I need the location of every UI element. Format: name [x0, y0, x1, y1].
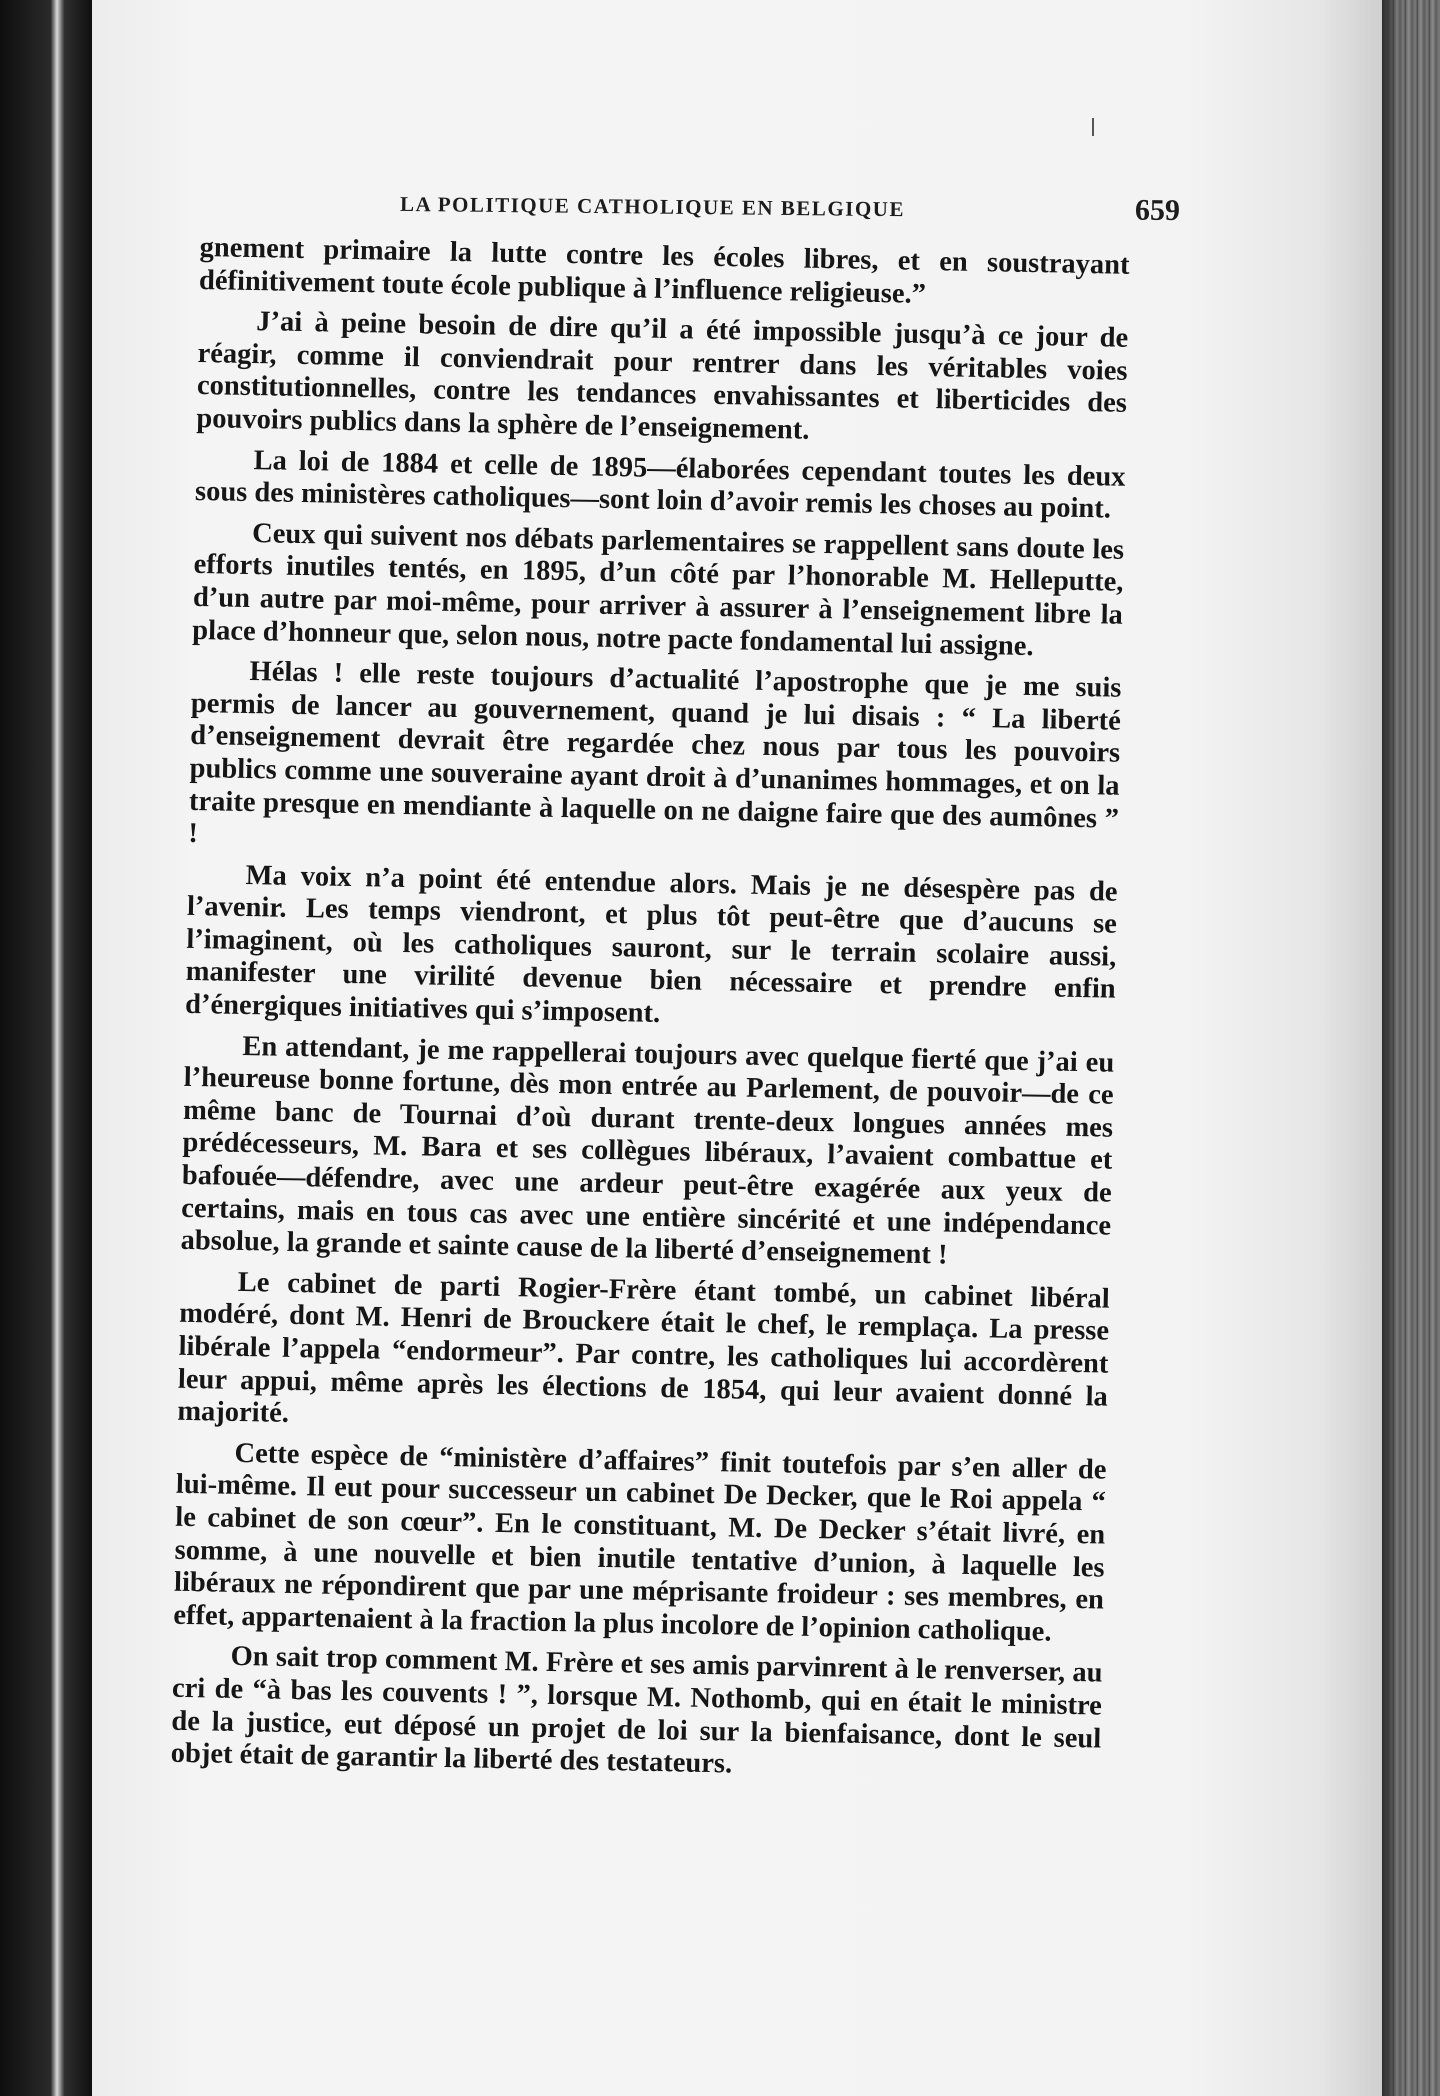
- page-number: 659: [1134, 193, 1181, 228]
- paragraph: Le cabinet de parti Rogier-Frère étant tombé, un cabinet libéral modéré, dont M. Henri de Brouckere était le chef, le remplaça. La presse libérale l’appela “endormeur”. Par contre, les catholiques lui accordèrent leur appui, même après les élections de 1854, qui leur avaient donné la majorité.: [177, 1266, 1110, 1430]
- page-edge-stack: [1382, 0, 1440, 2096]
- paragraph: La loi de 1884 et celle de 1895—élaborées cependant toutes les deux sous des ministères catholiques—sont loin d’avoir remis les choses au point.: [194, 444, 1126, 525]
- paragraph: On sait trop comment M. Frère et ses amis parvinrent à le renverser, au cri de “à bas les couvents ! ”, lorsque M. Nothomb, qui en était le ministre de la justice, eut déposé un projet de loi sur la bienfaisance, dont le seul objet était de garantir la liberté des testateurs.: [170, 1641, 1103, 1780]
- paragraph: Cette espèce de “ministère d’affaires” finit toutefois par s’en aller de lui-même. Il eut pour successeur un cabinet De Decker, que le Roi appela “ le cabinet de son cœur”. En le constituant, M. De Decker s’était livré, en somme, à une nouvelle et bien inutile tentative d’union, à laquelle les libéraux ne répondirent que par une méprisante froideur : ses membres, en effet, appartenaient à la fraction la plus incolore de l’opinion catholique.: [173, 1437, 1107, 1648]
- page-header: [400, 186, 1180, 234]
- paragraph: Hélas ! elle reste toujours d’actualité l’apostrophe que je me suis permis de lancer au gouvernement, quand je lui disais : “ La liberté d’enseignement devrait être regardée chez nous par tous les pouvoirs publics comme une souveraine ayant droit à d’unanimes hommages, et on la traite presque en mendiante à laquelle on ne daigne faire que des aumônes ” !: [188, 656, 1122, 850]
- paragraph: En attendant, je me rappellerai toujours avec quelque fierté que j’ai eu l’heureuse bonne fortune, dès mon entrée au Parlement, de pouvoir—de ce même banc de Tournai d’où durant trente-deux longues années mes prédécesseurs, M. Bara et ses collègues libéraux, l’avaient combattue et bafouée—défendre, avec une ardeur peut-être exagérée aux yeux de certains, mais en tous cas avec une entière sincérité et une indépendance absolue, la grande et sainte cause de la liberté d’enseignement !: [180, 1030, 1115, 1271]
- paragraph: J’ai à peine besoin de dire qu’il a été impossible jusqu’à ce jour de réagir, comme il conviendrait pour rentrer dans les véritables voies constitutionnelles, contre les tendances envahissantes et liberticides des pouvoirs publics dans la sphère de l’enseignement.: [196, 306, 1129, 446]
- running-title: LA POLITIQUE CATHOLIQUE EN BELGIQUE: [399, 191, 906, 222]
- paragraph: Ceux qui suivent nos débats parlementaires se rappellent sans doute les efforts inutiles tentés, en 1895, d’un côté par l’honorable M. Helleputte, d’un autre par moi-même, pour arriver à assurer à l’enseignement libre la place d’honneur que, selon nous, notre pacte fondamental lui assigne.: [192, 517, 1125, 662]
- binding-margin: [0, 0, 92, 2096]
- paragraph: gnement primaire la lutte contre les écoles libres, et en soustrayant définitivement toute école publique à l’influence religieuse.”: [198, 232, 1130, 310]
- body-text: [170, 232, 1130, 1796]
- paragraph: Ma voix n’a point été entendue alors. Mais je ne désespère pas de l’avenir. Les temps viendront, et plus tôt peut-être que d’aucuns se l’imaginent, où les catholiques sauront, sur le terrain scolaire aussi, manifester une virilité devenue bien nécessaire et prendre enfin d’énergiques initiatives qui s’imposent.: [184, 859, 1118, 1030]
- scan-mark: [1092, 118, 1094, 136]
